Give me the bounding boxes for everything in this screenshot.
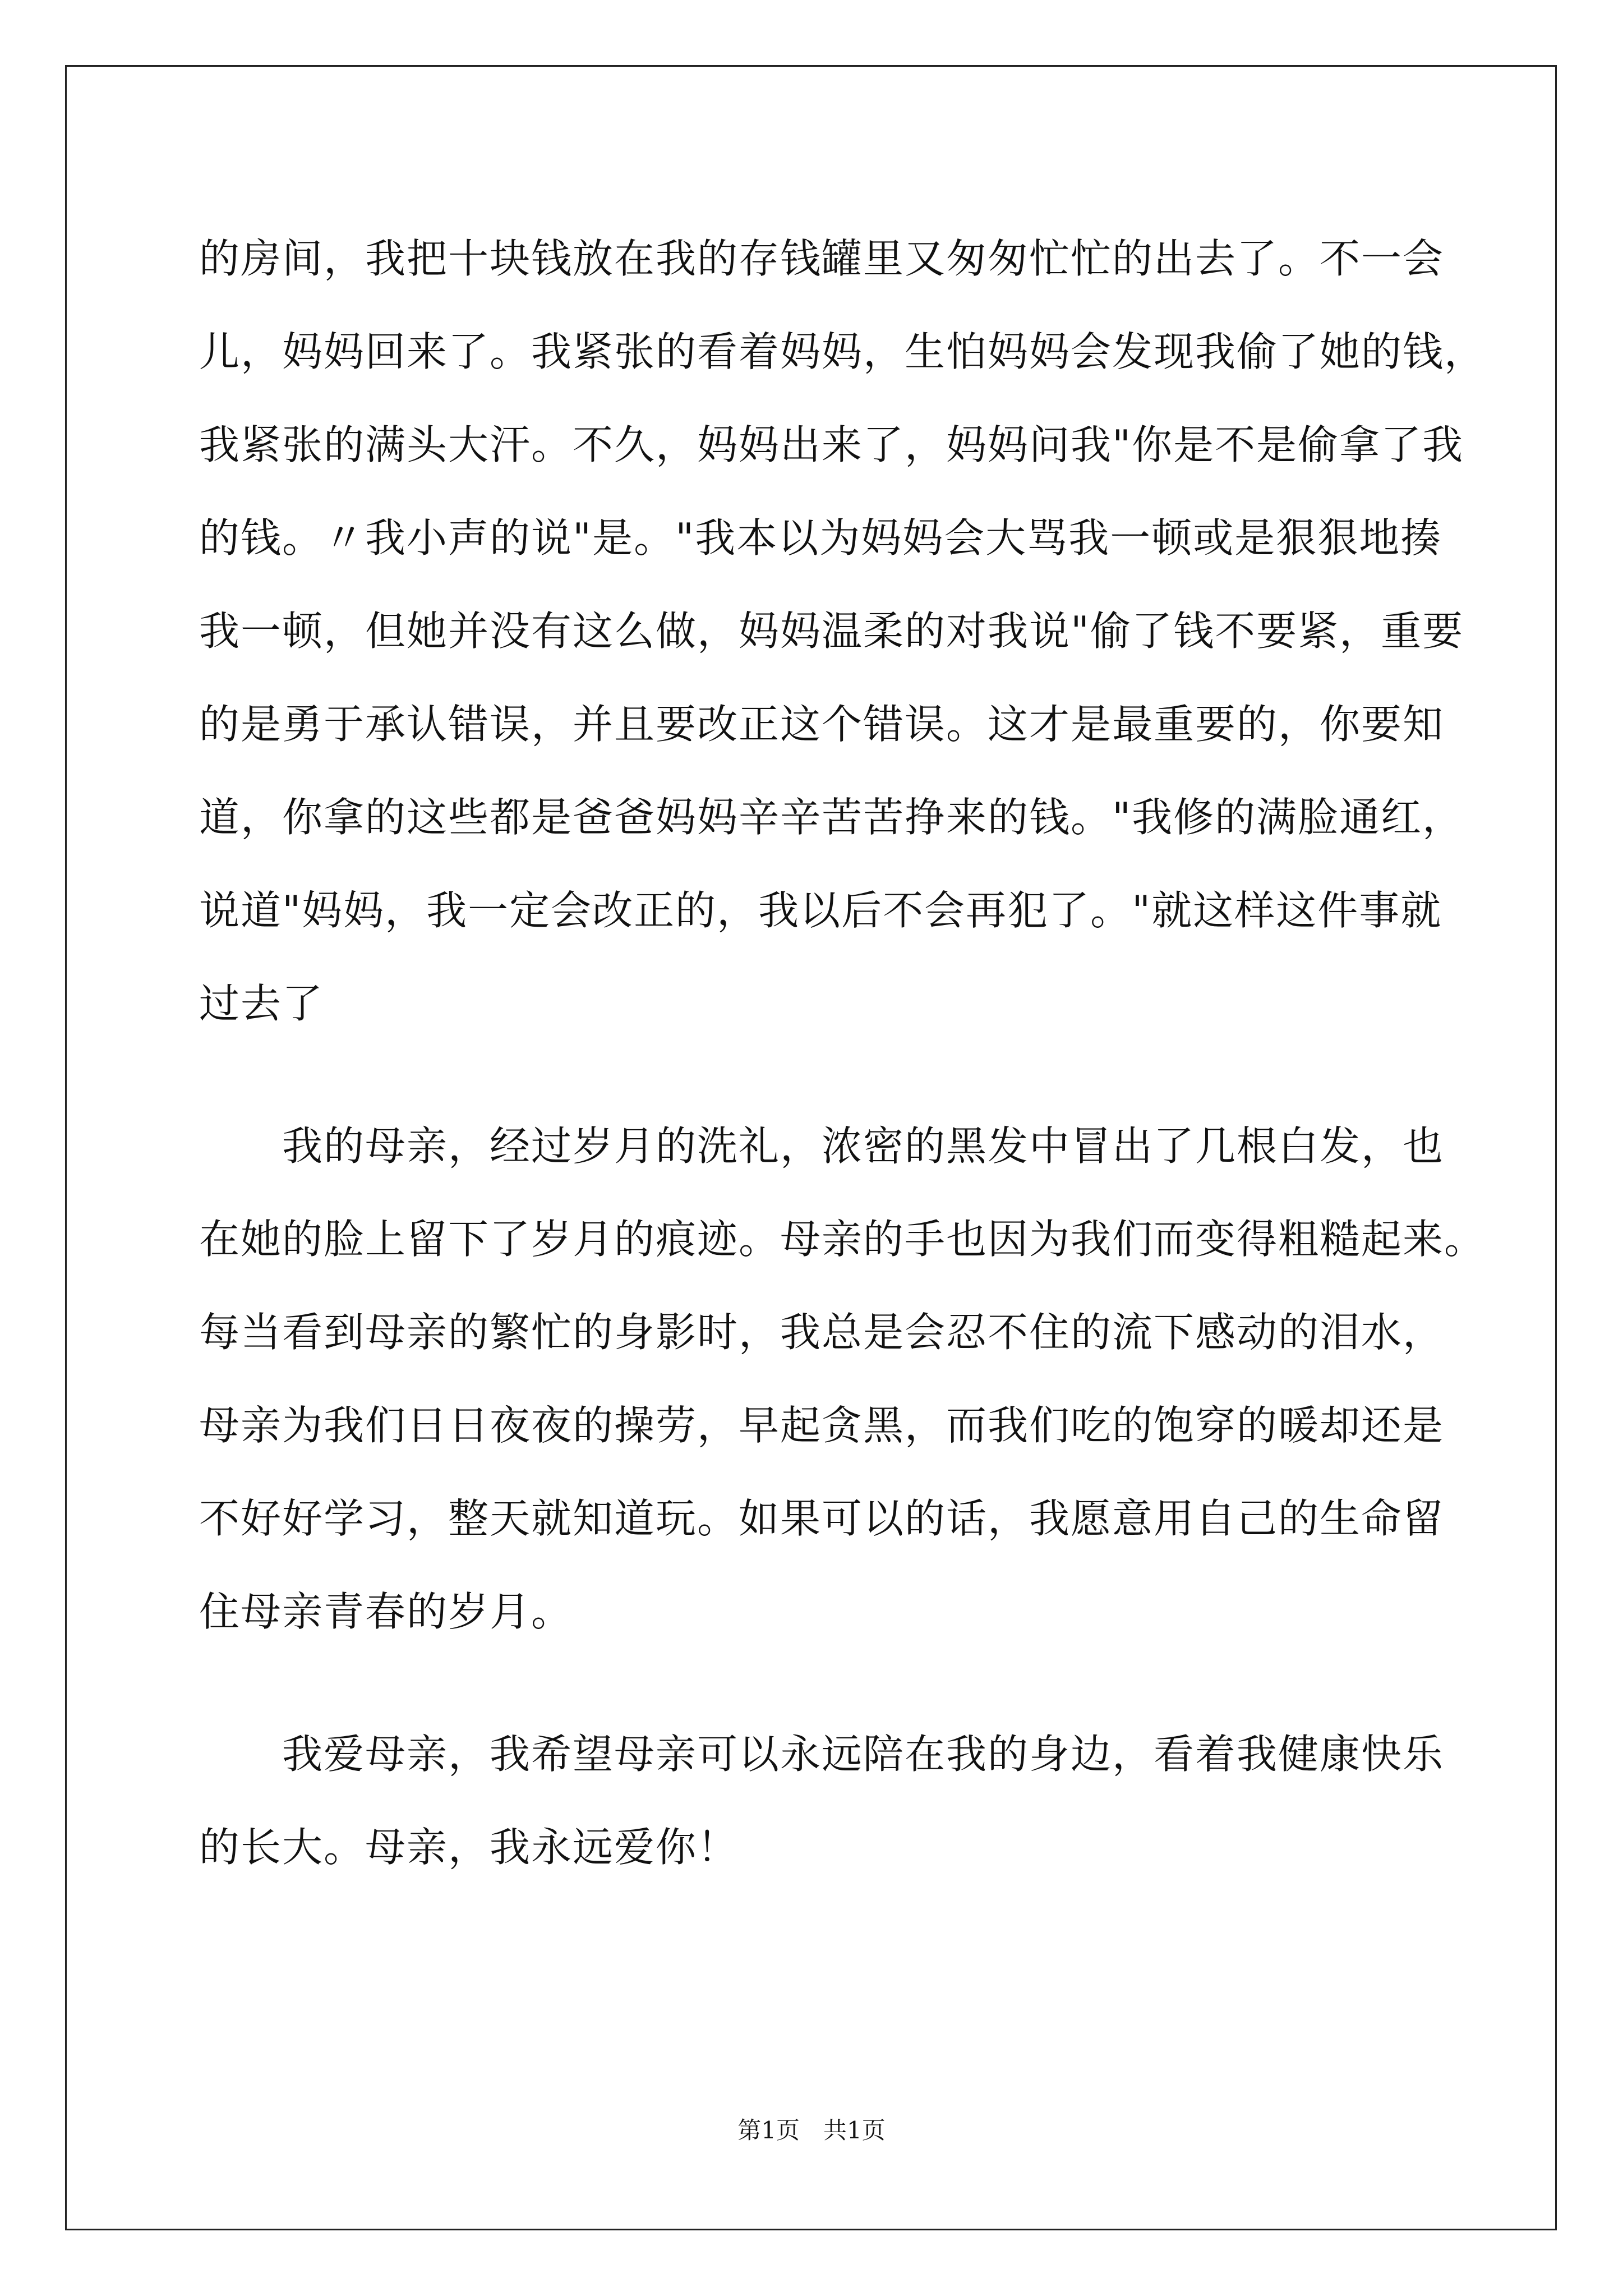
document-body bbox=[199, 212, 1486, 1894]
text-line: 儿，妈妈回来了。我紧张的看着妈妈，生怕妈妈会发现我偷了她的钱， bbox=[199, 328, 1486, 375]
text-line: 的是勇于承认错误，并且要改正这个错误。这才是最重要的，你要知 bbox=[199, 701, 1445, 748]
text-line: 的长大。母亲，我永远爱你！ bbox=[199, 1824, 739, 1871]
text-line: 的房间，我把十块钱放在我的存钱罐里又匆匆忙忙的出去了。不一会 bbox=[199, 235, 1445, 282]
text-line: 在她的脸上留下了岁月的痕迹。母亲的手也因为我们而变得粗糙起来。 bbox=[199, 1216, 1486, 1263]
text-line: 每当看到母亲的繁忙的身影时，我总是会忍不住的流下感动的泪水， bbox=[199, 1309, 1445, 1356]
text-line: 住母亲青春的岁月。 bbox=[199, 1588, 573, 1635]
paragraph-gap bbox=[199, 1658, 1433, 1708]
text-line: 母亲为我们日日夜夜的操劳，早起贪黑，而我们吃的饱穿的暖却还是 bbox=[199, 1402, 1445, 1449]
text-line: 不好好学习，整天就知道玩。如果可以的话，我愿意用自己的生命留 bbox=[199, 1495, 1445, 1542]
text-line: 道，你拿的这些都是爸爸妈妈辛辛苦苦挣来的钱。"我修的满脸通红， bbox=[199, 794, 1464, 841]
text-line: 的钱。〃我小声的说"是。"我本以为妈妈会大骂我一顿或是狠狠地揍 bbox=[199, 514, 1442, 562]
text-line: 过去了 bbox=[199, 980, 324, 1027]
text-line: 我爱母亲，我希望母亲可以永远陪在我的身边，看着我健康快乐 bbox=[199, 1731, 1445, 1778]
paragraph-gap bbox=[199, 1050, 1433, 1099]
text-line: 我的母亲，经过岁月的洗礼，浓密的黑发中冒出了几根白发，也 bbox=[199, 1122, 1445, 1170]
page-number-footer: 第1页 共1页 bbox=[737, 2116, 886, 2144]
text-line: 我紧张的满头大汗。不久，妈妈出来了，妈妈问我"你是不是偷拿了我 bbox=[199, 421, 1464, 468]
text-line: 说道"妈妈，我一定会改正的，我以后不会再犯了。"就这样这件事就 bbox=[199, 887, 1442, 934]
text-line: 我一顿，但她并没有这么做，妈妈温柔的对我说"偷了钱不要紧，重要 bbox=[199, 608, 1464, 655]
